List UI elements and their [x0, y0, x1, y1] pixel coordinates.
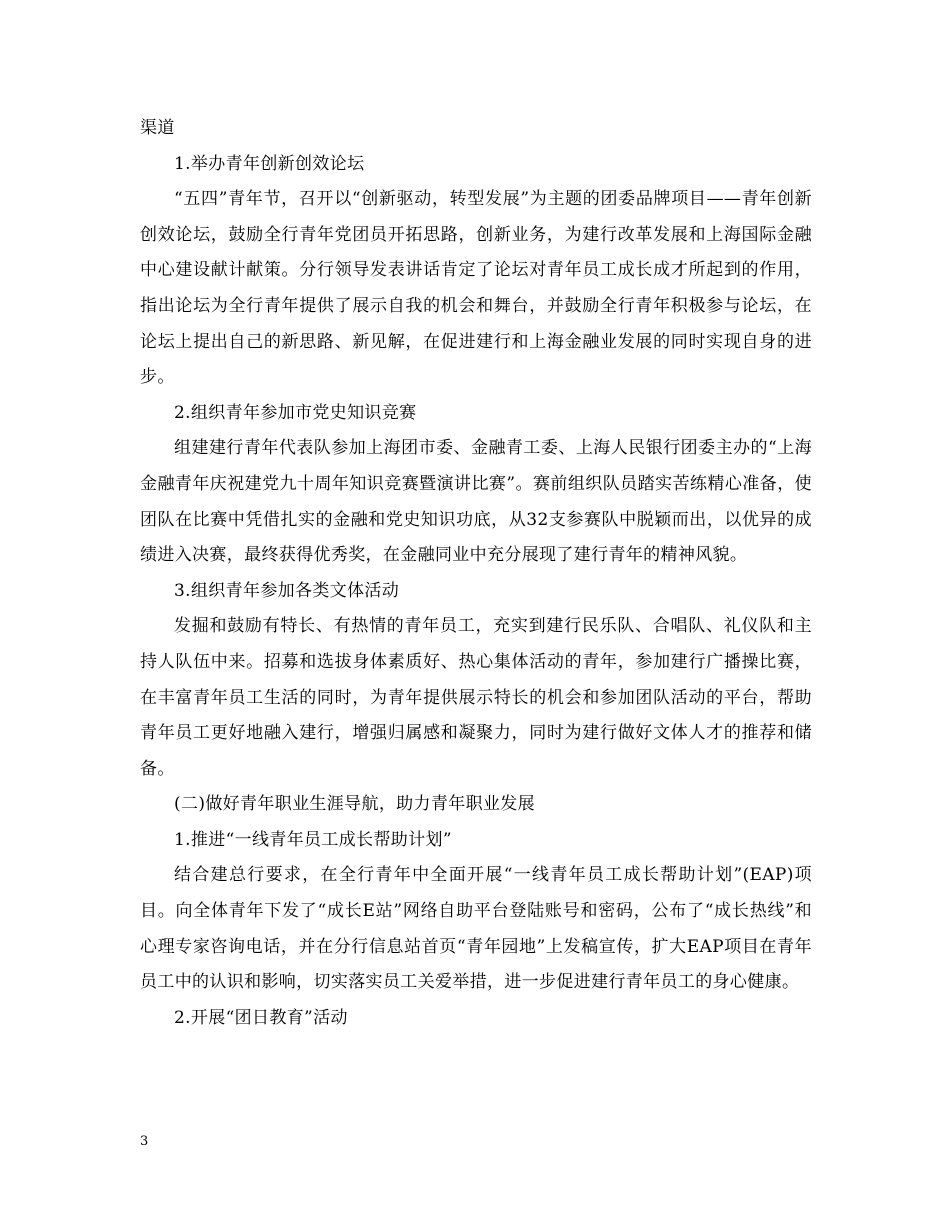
paragraph-quiz: 组建建行青年代表队参加上海团市委、金融青工委、上海人民银行团委主办的“上海金融青年庆祝建党九十周年知识竞赛暨演讲比赛”。赛前组织队员踏实苦练精心准备，使团队在比赛中凭借扎实的金融和党史知识功底，从32支参赛队中脱颖而出，以优异的成绩进入决赛，最终获得优秀奖，在金融同业中充分展现了建行青年的精神风貌。: [140, 438, 812, 566]
document-body: [140, 111, 812, 1036]
paragraph-eap: 结合建总行要求，在全行青年中全面开展“一线青年员工成长帮助计划”(EAP)项目。向全体青年下发了“成长E站”网络自助平台登陆账号和密码，公布了“成长热线”和心理专家咨询电话，并在分行信息站首页“青年园地”上发稿宣传，扩大EAP项目在青年员工中的认识和影响，切实落实员工关爱举措，进一步促进建行青年员工的身心健康。: [140, 865, 812, 993]
subheading-activities: 3.组织青年参加各类文体活动: [174, 580, 400, 601]
subheading-league-day: 2.开展“团日教育”活动: [174, 1007, 348, 1028]
paragraph-continuation: 渠道: [140, 118, 175, 138]
section-heading-career: (二)做好青年职业生涯导航，助力青年职业发展: [174, 794, 535, 815]
subheading-eap: 1.推进“一线青年员工成长帮助计划”: [174, 829, 452, 850]
subheading-quiz: 2.组织青年参加市党史知识竞赛: [174, 402, 417, 423]
subheading-forum: 1.举办青年创新创效论坛: [174, 153, 365, 174]
paragraph-activities: 发掘和鼓励有特长、有热情的青年员工，充实到建行民乐队、合唱队、礼仪队和主持人队伍中来。招募和选拔身体素质好、热心集体活动的青年，参加建行广播操比赛，在丰富青年员工生活的同时，为青年提供展示特长的机会和参加团队活动的平台，帮助青年员工更好地融入建行，增强归属感和凝聚力，同时为建行做好文体人才的推荐和储备。: [140, 616, 812, 779]
page-number: 3: [140, 1134, 149, 1149]
paragraph-forum: “五四”青年节，召开以“创新驱动，转型发展”为主题的团委品牌项目——青年创新创效论坛，鼓励全行青年党团员开拓思路，创新业务，为建行改革发展和上海国际金融中心建设献计献策。分行领导发表讲话肯定了论坛对青年员工成长成才所起到的作用，指出论坛为全行青年提供了展示自我的机会和舞台，并鼓励全行青年积极参与论坛，在论坛上提出自己的新思路、新见解，在促进建行和上海金融业发展的同时实现自身的进步。: [140, 189, 812, 388]
